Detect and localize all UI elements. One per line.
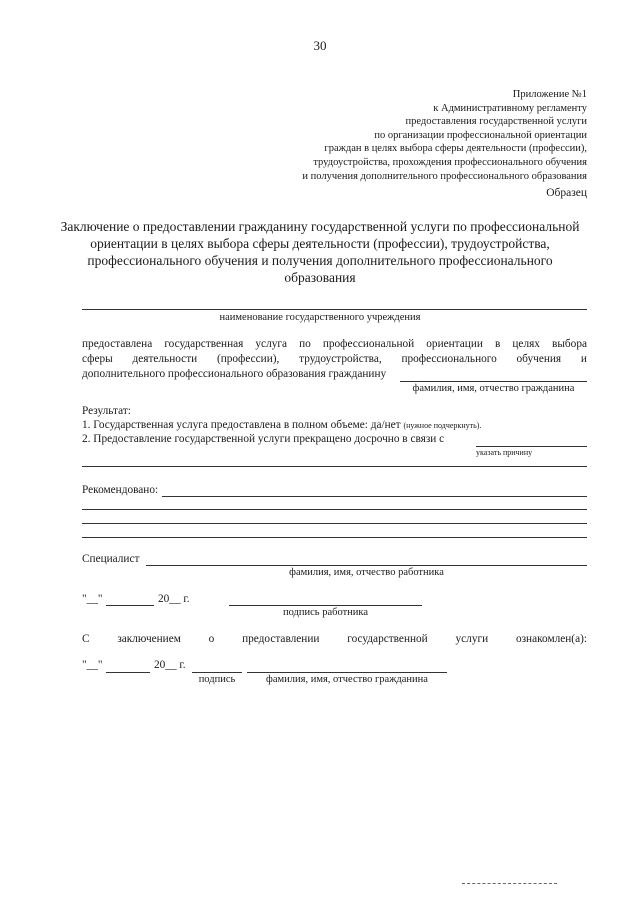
appendix-line: и получения дополнительного профессионального образования <box>302 170 587 182</box>
appendix-line: предоставления государственной услуги <box>405 116 587 128</box>
citizen-fullname-caption: фамилия, имя, отчество гражданина <box>266 674 428 685</box>
word: государственной <box>347 633 428 645</box>
word: сферы <box>82 353 113 365</box>
day-quote: "__" <box>82 593 103 605</box>
word: в <box>494 338 501 350</box>
familiarized-line <box>82 633 587 645</box>
citizen-fullname-line <box>247 672 447 673</box>
word: С <box>82 633 90 645</box>
appendix-line: к Административному регламенту <box>433 102 587 114</box>
appendix-line: граждан в целях выбора сферы деятельности (профессии), <box>324 143 587 155</box>
reason-field-line <box>476 446 587 447</box>
word: государственная <box>164 338 244 350</box>
citizen-signature-caption: подпись <box>198 674 236 685</box>
year-label: 20__ г. <box>154 659 186 671</box>
word: предоставлена <box>82 338 153 350</box>
result-label: Результат: <box>82 405 131 417</box>
footer-mark <box>462 883 557 884</box>
word: о <box>208 633 215 645</box>
result-item-1-text: 1. Государственная услуга предоставлена в полном объеме: да/нет <box>82 419 401 431</box>
word: услуги <box>455 633 489 645</box>
reason-caption: указать причину <box>476 448 533 457</box>
document-title: Заключение о предоставлении гражданину государственной услуги по профессиональной ориентации в целях выбора сферы деятельности (профессии), трудоустройства, профессионального обучения и получения дополнительного профессионального образования <box>60 219 580 285</box>
result-item-2: 2. Предоставление государственной услуги прекращено досрочно в связи с <box>82 433 445 445</box>
citizen-name-field-line <box>400 381 587 382</box>
year-label: 20__ г. <box>158 593 190 605</box>
recommended-line <box>82 523 587 524</box>
word: профессионального <box>401 353 497 365</box>
sample-label: Образец <box>546 187 587 199</box>
page-number: 30 <box>313 38 327 53</box>
appendix-line: трудоустройства, прохождения профессионального обучения <box>313 156 587 168</box>
worker-signature-caption: подпись работника <box>282 607 368 618</box>
word: услуга <box>255 338 288 350</box>
worker-signature-line <box>229 605 422 606</box>
word: обучения <box>516 353 562 365</box>
word: выбора <box>552 338 587 350</box>
citizen-name-caption: фамилия, имя, отчество гражданина <box>412 383 575 394</box>
provided-line-2 <box>82 353 587 365</box>
word: целях <box>512 338 540 350</box>
month-field-line <box>106 605 154 606</box>
word: предоставлении <box>242 633 320 645</box>
provided-line-3: дополнительного профессионального образования гражданину <box>82 368 387 380</box>
recommended-line <box>82 509 587 510</box>
day-quote: "__" <box>82 659 103 671</box>
institution-field-line <box>82 309 587 310</box>
specialist-label: Специалист <box>82 553 140 565</box>
word: ознакомлен(а): <box>515 633 587 645</box>
specialist-field-line <box>146 565 587 566</box>
specialist-caption: фамилия, имя, отчество работника <box>289 567 444 578</box>
citizen-signature-line <box>192 672 242 673</box>
word: ориентации <box>426 338 483 350</box>
month-field-line <box>106 672 150 673</box>
word: и <box>580 353 587 365</box>
word: трудоустройства, <box>299 353 382 365</box>
provided-line-1 <box>82 338 587 350</box>
result-item-1 <box>82 419 481 431</box>
recommended-line <box>82 537 587 538</box>
word: по <box>299 338 311 350</box>
word: (профессии), <box>216 353 280 365</box>
appendix-block <box>302 88 587 183</box>
appendix-line: Приложение №1 <box>512 89 587 100</box>
institution-caption: наименование государственного учреждения <box>219 312 421 323</box>
word: деятельности <box>132 353 198 365</box>
result-item-1-note: (нужное подчеркнуть). <box>403 421 482 430</box>
reason-continuation-line <box>82 466 587 467</box>
recommended-field-line <box>162 496 587 497</box>
word: профессиональной <box>322 338 415 350</box>
recommended-label: Рекомендовано: <box>82 484 159 496</box>
word: заключением <box>117 633 181 645</box>
appendix-line: по организации профессиональной ориентации <box>374 129 587 141</box>
